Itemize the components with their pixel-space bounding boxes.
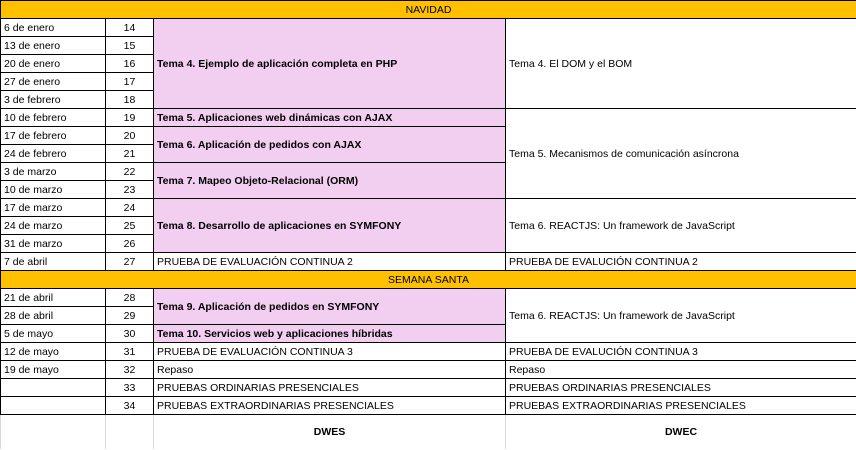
week-cell[interactable]: 18 bbox=[106, 91, 154, 109]
dwes-tema-8-cell[interactable]: Tema 8. Desarrollo de aplicaciones en SYMFONY bbox=[154, 199, 506, 253]
week-cell[interactable]: 30 bbox=[106, 325, 154, 343]
dwes-pec2-cell[interactable]: PRUEBA DE EVALUACIÓN CONTINUA 2 bbox=[154, 253, 506, 271]
week-cell[interactable]: 23 bbox=[106, 181, 154, 199]
week-cell[interactable]: 34 bbox=[106, 397, 154, 415]
week-cell[interactable]: 27 bbox=[106, 253, 154, 271]
dwes-tema-9-cell[interactable]: Tema 9. Aplicación de pedidos en SYMFONY bbox=[154, 289, 506, 325]
dwes-tema-10-cell[interactable]: Tema 10. Servicios web y aplicaciones híbridas bbox=[154, 325, 506, 343]
week-cell[interactable]: 31 bbox=[106, 343, 154, 361]
dwes-pec3-cell[interactable]: PRUEBA DE EVALUACIÓN CONTINUA 3 bbox=[154, 343, 506, 361]
date-cell[interactable]: 24 de marzo bbox=[1, 217, 106, 235]
dwec-ordinarias-cell[interactable]: PRUEBAS ORDINARIAS PRESENCIALES bbox=[506, 379, 856, 397]
table-row bbox=[1, 289, 856, 307]
week-cell[interactable]: 17 bbox=[106, 73, 154, 91]
date-cell[interactable]: 3 de febrero bbox=[1, 91, 106, 109]
dwes-extraordinarias-cell[interactable]: PRUEBAS EXTRAORDINARIAS PRESENCIALES bbox=[154, 397, 506, 415]
week-cell[interactable]: 26 bbox=[106, 235, 154, 253]
dwec-tema-4-cell[interactable]: Tema 4. El DOM y el BOM bbox=[506, 19, 856, 109]
banner-row bbox=[1, 271, 856, 289]
dwes-tema-7-cell[interactable]: Tema 7. Mapeo Objeto-Relacional (ORM) bbox=[154, 163, 506, 199]
dwes-repaso-cell[interactable]: Repaso bbox=[154, 361, 506, 379]
week-cell[interactable]: 33 bbox=[106, 379, 154, 397]
date-cell[interactable]: 6 de enero bbox=[1, 19, 106, 37]
table-row bbox=[1, 109, 856, 127]
week-cell[interactable]: 20 bbox=[106, 127, 154, 145]
dwes-tema-5-cell[interactable]: Tema 5. Aplicaciones web dinámicas con AJAX bbox=[154, 109, 506, 127]
dwec-tema-5-cell[interactable]: Tema 5. Mecanismos de comunicación asíncrona bbox=[506, 109, 856, 199]
date-cell[interactable]: 12 de mayo bbox=[1, 343, 106, 361]
table-row bbox=[1, 379, 856, 397]
date-cell[interactable] bbox=[1, 397, 106, 415]
footer-row bbox=[1, 415, 856, 450]
week-cell[interactable]: 14 bbox=[106, 19, 154, 37]
dwes-ordinarias-cell[interactable]: PRUEBAS ORDINARIAS PRESENCIALES bbox=[154, 379, 506, 397]
dwes-tema-4-cell[interactable]: Tema 4. Ejemplo de aplicación completa en PHP bbox=[154, 19, 506, 109]
empty-cell[interactable] bbox=[106, 415, 154, 450]
date-cell[interactable]: 13 de enero bbox=[1, 37, 106, 55]
week-cell[interactable]: 15 bbox=[106, 37, 154, 55]
week-cell[interactable]: 28 bbox=[106, 289, 154, 307]
dwec-tema-6-cell[interactable]: Tema 6. REACTJS: Un framework de JavaScript bbox=[506, 289, 856, 343]
table-row bbox=[1, 343, 856, 361]
dwes-tema-6-cell[interactable]: Tema 6. Aplicación de pedidos con AJAX bbox=[154, 127, 506, 163]
dwec-extraordinarias-cell[interactable]: PRUEBAS EXTRAORDINARIAS PRESENCIALES bbox=[506, 397, 856, 415]
week-cell[interactable]: 32 bbox=[106, 361, 154, 379]
banner-row bbox=[1, 1, 856, 19]
semana-santa-banner[interactable]: SEMANA SANTA bbox=[1, 271, 856, 289]
week-cell[interactable]: 24 bbox=[106, 199, 154, 217]
dwec-tema-6-cell[interactable]: Tema 6. REACTJS: Un framework de JavaScript bbox=[506, 199, 856, 253]
date-cell[interactable]: 5 de mayo bbox=[1, 325, 106, 343]
date-cell[interactable] bbox=[1, 379, 106, 397]
dwec-repaso-cell[interactable]: Repaso bbox=[506, 361, 856, 379]
date-cell[interactable]: 19 de mayo bbox=[1, 361, 106, 379]
date-cell[interactable]: 7 de abril bbox=[1, 253, 106, 271]
date-cell[interactable]: 24 de febrero bbox=[1, 145, 106, 163]
dwes-footer-label[interactable]: DWES bbox=[154, 415, 506, 450]
date-cell[interactable]: 21 de abril bbox=[1, 289, 106, 307]
date-cell[interactable]: 3 de marzo bbox=[1, 163, 106, 181]
table-row bbox=[1, 19, 856, 37]
week-cell[interactable]: 22 bbox=[106, 163, 154, 181]
date-cell[interactable]: 27 de enero bbox=[1, 73, 106, 91]
dwec-pec3-cell[interactable]: PRUEBA DE EVALUCIÓN CONTINUA 3 bbox=[506, 343, 856, 361]
week-cell[interactable]: 29 bbox=[106, 307, 154, 325]
date-cell[interactable]: 10 de febrero bbox=[1, 109, 106, 127]
date-cell[interactable]: 31 de marzo bbox=[1, 235, 106, 253]
date-cell[interactable]: 20 de enero bbox=[1, 55, 106, 73]
week-cell[interactable]: 19 bbox=[106, 109, 154, 127]
table-row bbox=[1, 199, 856, 217]
date-cell[interactable]: 17 de marzo bbox=[1, 199, 106, 217]
date-cell[interactable]: 10 de marzo bbox=[1, 181, 106, 199]
navidad-banner[interactable]: NAVIDAD bbox=[1, 1, 856, 19]
table-row bbox=[1, 397, 856, 415]
dwec-footer-label[interactable]: DWEC bbox=[506, 415, 856, 450]
dwec-pec2-cell[interactable]: PRUEBA DE EVALUCIÓN CONTINUA 2 bbox=[506, 253, 856, 271]
date-cell[interactable]: 17 de febrero bbox=[1, 127, 106, 145]
empty-cell[interactable] bbox=[1, 415, 106, 450]
week-cell[interactable]: 16 bbox=[106, 55, 154, 73]
week-cell[interactable]: 25 bbox=[106, 217, 154, 235]
table-row bbox=[1, 253, 856, 271]
table-row bbox=[1, 361, 856, 379]
week-cell[interactable]: 21 bbox=[106, 145, 154, 163]
date-cell[interactable]: 28 de abril bbox=[1, 307, 106, 325]
